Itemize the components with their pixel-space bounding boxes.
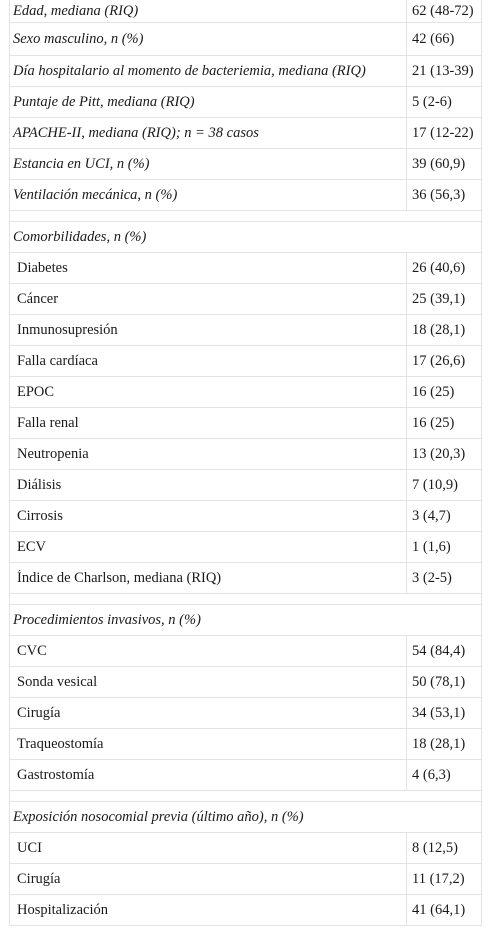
- row-label: Día hospitalario al momento de bacteriemia, mediana (RIQ): [13, 62, 366, 79]
- row-value: 16 (25): [406, 408, 481, 438]
- row-label: Cirugía: [17, 870, 61, 887]
- table-row: [10, 284, 481, 315]
- row-label: Traqueostomía: [17, 735, 104, 752]
- row-value: 17 (12-22): [406, 118, 481, 148]
- table-row: [10, 118, 481, 149]
- table-row: [10, 636, 481, 667]
- table-row: [10, 501, 481, 532]
- row-value: 11 (17,2): [406, 864, 481, 894]
- row-value: 62 (48-72): [406, 0, 481, 22]
- row-value: 36 (56,3): [406, 180, 481, 210]
- table-row: [10, 346, 481, 377]
- table-row: [10, 315, 481, 346]
- table-row: [10, 180, 481, 211]
- table-row: [10, 729, 481, 760]
- row-value: 42 (66): [406, 23, 481, 55]
- row-label: Cirugía: [17, 704, 61, 721]
- row-label: Hospitalización: [17, 901, 109, 918]
- section-heading-exposure: Exposición nosocomial previa (último año), n (%): [10, 802, 481, 833]
- table-row: [10, 87, 481, 118]
- table-row: [10, 377, 481, 408]
- row-value: 13 (20,3): [406, 439, 481, 469]
- row-value: 25 (39,1): [406, 284, 481, 314]
- row-label: Estancia en UCI, n (%): [13, 155, 150, 172]
- row-label: Puntaje de Pitt, mediana (RIQ): [13, 93, 195, 110]
- table-row: [10, 408, 481, 439]
- table-row: [10, 760, 481, 791]
- row-label: Gastrostomía: [17, 766, 95, 783]
- table-row: [10, 698, 481, 729]
- row-value: 16 (25): [406, 377, 481, 407]
- row-value: 39 (60,9): [406, 149, 481, 179]
- row-value: 3 (4,7): [406, 501, 481, 531]
- row-value: 50 (78,1): [406, 667, 481, 697]
- row-label: Falla renal: [17, 414, 79, 431]
- table-row: [10, 833, 481, 864]
- row-label: Inmunosupresión: [17, 321, 118, 338]
- row-label: ECV: [17, 538, 46, 555]
- table-row: [10, 470, 481, 501]
- section-spacer: [10, 211, 481, 222]
- row-value: 4 (6,3): [406, 760, 481, 790]
- row-label: Ventilación mecánica, n (%): [13, 186, 178, 203]
- row-value: 18 (28,1): [406, 729, 481, 759]
- section-heading-procedures: Procedimientos invasivos, n (%): [10, 605, 481, 636]
- table-row: [10, 23, 481, 56]
- row-label: Falla cardíaca: [17, 352, 98, 369]
- row-value: 3 (2-5): [406, 563, 481, 593]
- row-label: EPOC: [17, 383, 55, 400]
- exposure-rows: [10, 833, 481, 926]
- row-value: 7 (10,9): [406, 470, 481, 500]
- row-value: 41 (64,1): [406, 895, 481, 925]
- section-spacer: [10, 594, 481, 605]
- table-row: [10, 149, 481, 180]
- table-row: [10, 253, 481, 284]
- row-value: 26 (40,6): [406, 253, 481, 283]
- row-label: Sonda vesical: [17, 673, 98, 690]
- table-row: [10, 532, 481, 563]
- table-row: [10, 667, 481, 698]
- row-value: 54 (84,4): [406, 636, 481, 666]
- row-label: UCI: [17, 839, 42, 856]
- row-value: 34 (53,1): [406, 698, 481, 728]
- row-label: Edad, mediana (RIQ): [13, 2, 139, 19]
- table-row: [10, 0, 481, 23]
- row-label: Cáncer: [17, 290, 59, 307]
- comorbidities-rows: [10, 253, 481, 594]
- row-value: 1 (1,6): [406, 532, 481, 562]
- section-spacer: [10, 791, 481, 802]
- row-value: 17 (26,6): [406, 346, 481, 376]
- procedures-rows: [10, 636, 481, 791]
- clinical-characteristics-table: [9, 0, 482, 926]
- table-row: [10, 563, 481, 594]
- row-label: Sexo masculino, n (%): [13, 30, 144, 47]
- table-row: [10, 56, 481, 87]
- row-label: Índice de Charlson, mediana (RIQ): [17, 569, 222, 586]
- row-label: Neutropenia: [17, 445, 89, 462]
- section-heading-comorbidities: Comorbilidades, n (%): [10, 222, 481, 253]
- row-value: 18 (28,1): [406, 315, 481, 345]
- table-row: [10, 439, 481, 470]
- row-label: Cirrosis: [17, 507, 63, 524]
- table-row: [10, 864, 481, 895]
- row-value: 21 (13-39): [406, 56, 481, 86]
- row-label: Diabetes: [17, 259, 68, 276]
- row-value: 8 (12,5): [406, 833, 481, 863]
- table-row: [10, 895, 481, 926]
- row-label: CVC: [17, 642, 47, 659]
- row-value: 5 (2-6): [406, 87, 481, 117]
- row-label: Diálisis: [17, 476, 62, 493]
- row-label: APACHE-II, mediana (RIQ); n = 38 casos: [13, 124, 259, 141]
